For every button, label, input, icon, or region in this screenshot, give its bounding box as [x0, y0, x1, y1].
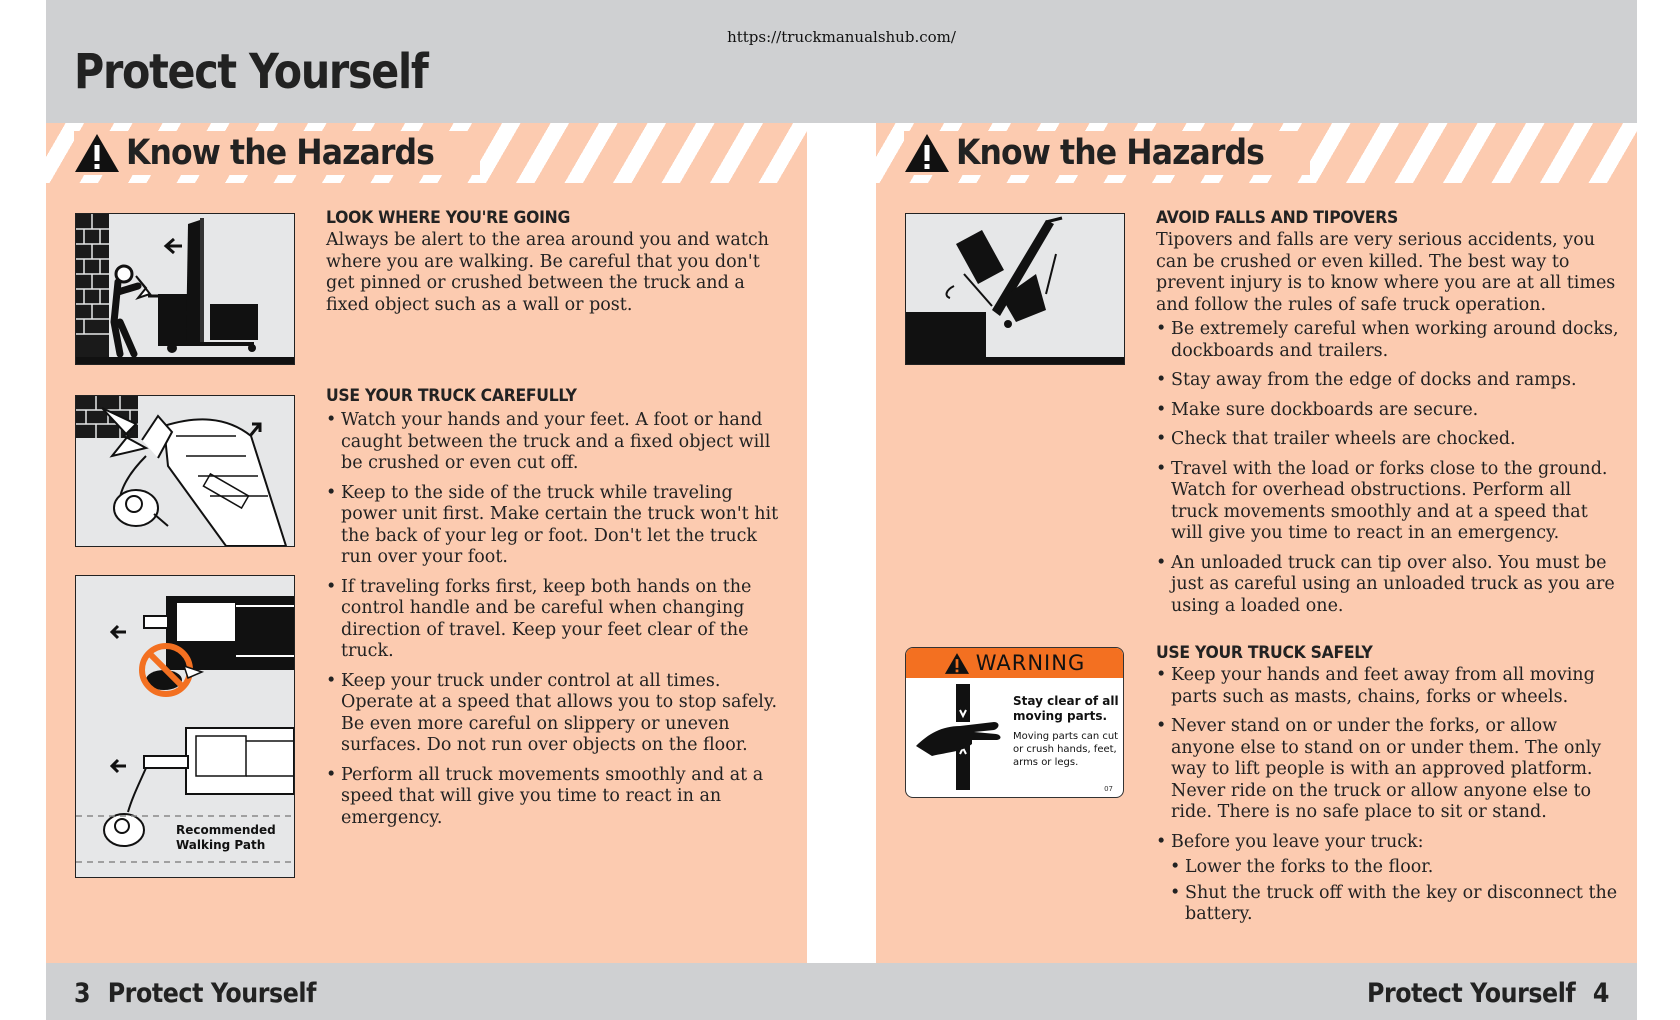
page-number-left: 3	[74, 978, 91, 1009]
crush-hand-icon	[912, 682, 1016, 794]
page-number-right: 4	[1592, 978, 1609, 1009]
section-use-truck-safely	[1156, 643, 1621, 930]
warning-decal-header	[906, 648, 1123, 678]
sub-list-item: • Lower the forks to the floor.	[1170, 857, 1621, 879]
list-item: • Keep to the side of the truck while traveling power unit first. Make certain the truck won't hit the back of your leg or foot. Don't let the truck run over your foot.	[326, 483, 786, 569]
footer-title-right: Protect Yourself	[1366, 978, 1576, 1009]
bullet-list	[1156, 319, 1621, 617]
bullet-list	[326, 410, 786, 829]
list-item: • Never stand on or under the forks, or allow anyone else to stand on or under them. The only way to lift people is with an approved platform. Never ride on the truck or allow anyone else to ride. There is no safe place to sit or stand.	[1156, 716, 1621, 824]
warning-decal	[905, 647, 1124, 798]
direction-arrow-icon	[250, 424, 260, 436]
section-title: AVOID FALLS AND TIPOVERS	[1156, 208, 1398, 228]
section-use-truck-carefully	[326, 386, 786, 837]
list-item: • Check that trailer wheels are chocked.	[1156, 429, 1621, 451]
warning-detail-text: Moving parts can cut or crush hands, feet, arms or legs.	[1013, 731, 1119, 768]
warning-triangle-icon	[74, 132, 120, 174]
footer-left	[74, 978, 316, 1009]
walking-path-illustration	[75, 575, 295, 878]
warning-triangle-icon	[904, 132, 950, 174]
dock-tipover-illustration	[905, 213, 1125, 365]
section-title: LOOK WHERE YOU'RE GOING	[326, 208, 571, 228]
hazard-title: Know the Hazards	[126, 133, 435, 173]
list-item: • Watch your hands and your feet. A foot or hand caught between the truck and a fixed object will be crushed or even cut off.	[326, 410, 786, 475]
source-url: https://truckmanualshub.com/	[727, 28, 956, 46]
direction-arrow-icon	[112, 760, 126, 772]
section-title: USE YOUR TRUCK SAFELY	[1156, 643, 1373, 663]
warning-heading: WARNING	[975, 651, 1086, 675]
list-item: • Keep your hands and feet away from all moving parts such as masts, chains, forks or wheels.	[1156, 665, 1621, 708]
list-item: • Before you leave your truck:	[1156, 832, 1621, 854]
warning-triangle-icon	[944, 652, 970, 675]
manual-spread	[46, 0, 1637, 1020]
pinned-worker-illustration	[75, 213, 295, 365]
warning-code: 07	[1104, 785, 1113, 793]
hazard-heading	[74, 131, 480, 175]
list-item: • Stay away from the edge of docks and ramps.	[1156, 370, 1621, 392]
footer-title-left: Protect Yourself	[107, 978, 317, 1009]
section-title: USE YOUR TRUCK CAREFULLY	[326, 386, 577, 406]
hazard-heading	[904, 131, 1310, 175]
direction-arrow-icon	[166, 239, 182, 253]
footer-right	[1367, 978, 1609, 1009]
warning-main-text: Stay clear of all moving parts.	[1013, 694, 1119, 723]
section-avoid-falls	[1156, 208, 1621, 625]
top-band	[46, 0, 1637, 123]
direction-arrow-icon	[112, 626, 126, 638]
hazard-title: Know the Hazards	[956, 133, 1265, 173]
list-item: • Be extremely careful when working around docks, dockboards and trailers.	[1156, 319, 1621, 362]
bullet-list	[1156, 665, 1621, 926]
list-item: • Keep your truck under control at all times. Operate at a speed that allows you to stop safely. Be even more careful on slippery or uneven surfaces. Do not run over objects on the floor.	[326, 671, 786, 757]
section-paragraph: Always be alert to the area around you and watch where you are walking. Be careful that you don't get pinned or crushed between the truck and a fixed object such as a wall or post.	[326, 230, 769, 315]
list-item: • Travel with the load or forks close to the ground. Watch for overhead obstructions. Perform all truck movements smoothly and at a speed that will give you time to react in an emergency.	[1156, 459, 1621, 545]
hand-caught-illustration	[75, 395, 295, 547]
list-item: • Perform all truck movements smoothly and at a speed that will give you time to react in an emergency.	[326, 765, 786, 830]
sub-list-item: • Shut the truck off with the key or disconnect the battery.	[1170, 883, 1621, 926]
left-page	[46, 123, 807, 963]
list-item: • If traveling forks first, keep both hands on the control handle and be careful when changing direction of travel. Keep your feet clear of the truck.	[326, 577, 786, 663]
list-item: • An unloaded truck can tip over also. You must be just as careful using an unloaded truck as you are using a loaded one.	[1156, 553, 1621, 618]
section-look-where-going	[326, 208, 786, 316]
page-title: Protect Yourself	[74, 44, 428, 100]
section-paragraph: Tipovers and falls are very serious accidents, you can be crushed or even killed. The best way to prevent injury is to know where you are at all times and follow the rules of safe truck operation.	[1156, 230, 1616, 315]
walking-path-caption: Recommended Walking Path	[176, 823, 276, 852]
right-page	[876, 123, 1637, 963]
list-item: • Make sure dockboards are secure.	[1156, 400, 1621, 422]
